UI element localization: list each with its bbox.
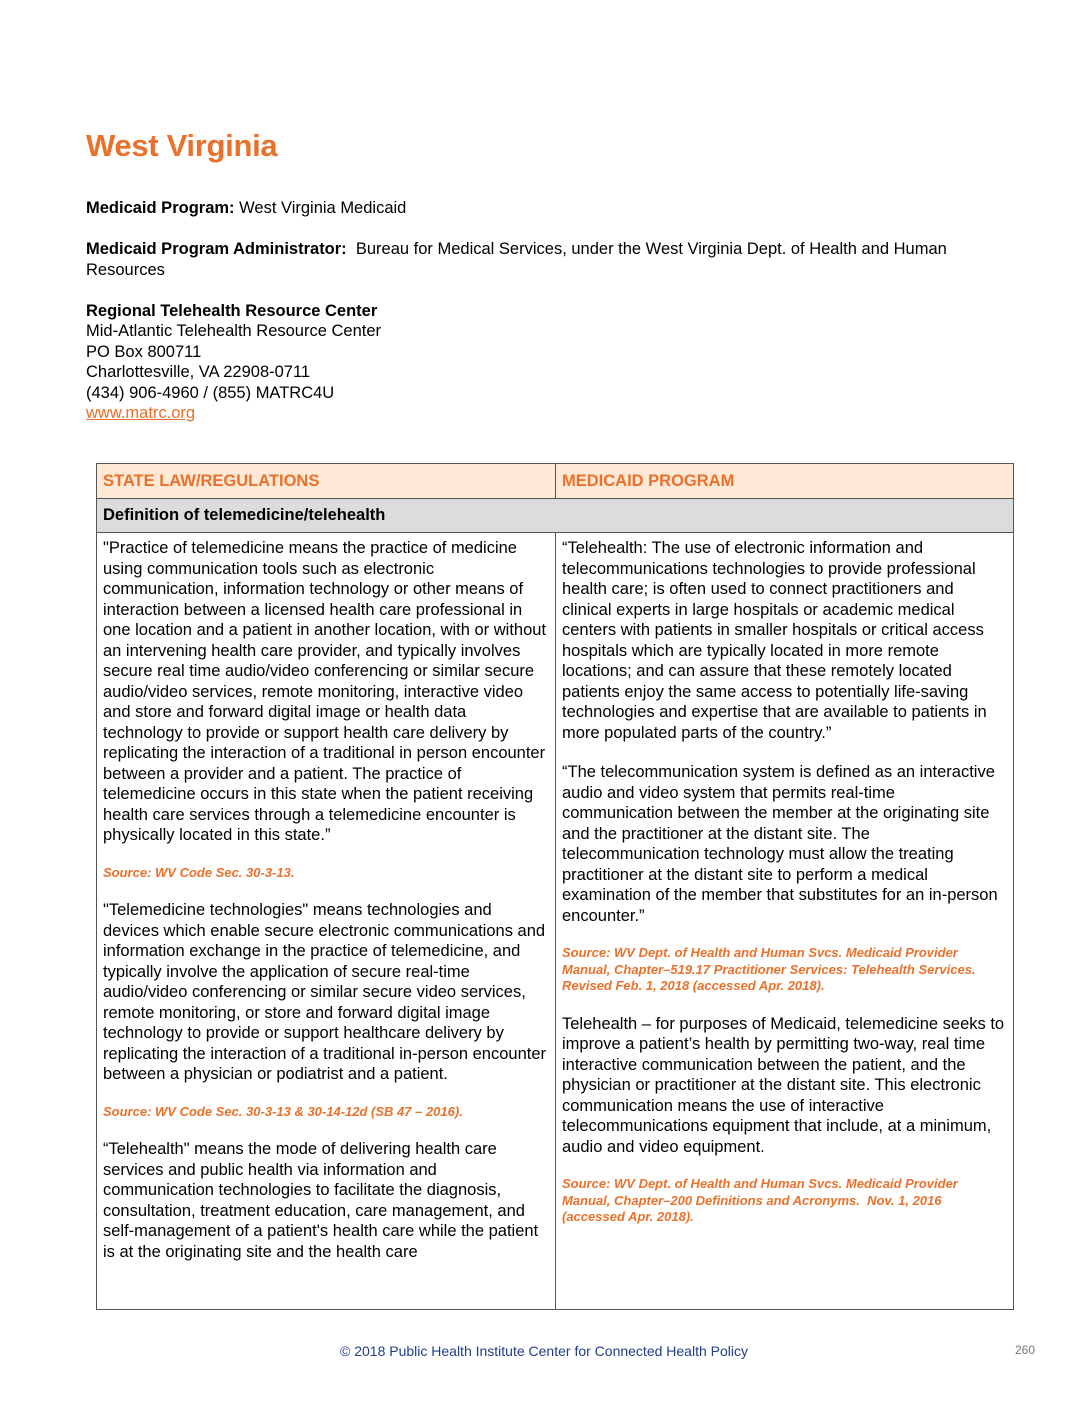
administrator-line	[86, 239, 1006, 280]
state-law-paragraph-1: "Practice of telemedicine means the practice of medicine using communication tools such as electronic communication, information technology or other means of interaction between a licensed health care professional in one location and a patient in another location, with or without an intervening health care provider, and typically involves secure real time audio/video conferencing or similar secure audio/video services, remote monitoring, interactive video and store and forward digital image or health data technology to provide or support health care delivery by replicating the interaction of a traditional in person encounter between a provider and a patient. The practice of telemedicine occurs in this state when the patient receiving health care services through a telemedicine encounter is physically located in this state.”	[103, 539, 547, 844]
policy-table	[96, 463, 1014, 1310]
state-law-paragraph-3: “Telehealth" means the mode of delivering health care services and public health via information and communication technologies to facilitate the diagnosis, consultation, treatment education, care management, and self-management of a patient's health care while the patient is at the originating site and the health care	[103, 1140, 539, 1261]
page-title: West Virginia	[86, 128, 278, 163]
medicaid-cell	[556, 533, 1014, 1310]
medicaid-paragraph-2: “The telecommunication system is defined as an interactive audio and video system that permits real-time communication between the member at the originating site and the practitioner at the distant site. The telecommunication technology must allow the treating practitioner at the distant site to perform a medical examination of the member that substitutes for an in-person encounter.”	[562, 763, 998, 925]
footer-copyright: © 2018 Public Health Institute Center for Connected Health Policy	[340, 1343, 748, 1359]
resource-center-heading: Regional Telehealth Resource Center	[86, 301, 378, 320]
medicaid-paragraph-3: Telehealth – for purposes of Medicaid, telemedicine seeks to improve a patient’s health by permitting two-way, real time interactive communication between the patient, and the physician or practitioner at the distant site. This electronic communication means the use of interactive telecommunications equipment that include, at a minimum, audio and video equipment.	[562, 1014, 1005, 1156]
content-row	[97, 533, 1014, 1310]
col-header-state-law: STATE LAW/REGULATIONS	[97, 464, 556, 499]
col-header-medicaid: MEDICAID PROGRAM	[556, 464, 1014, 499]
resource-center-name: Mid-Atlantic Telehealth Resource Center	[86, 322, 382, 340]
resource-center-phone: (434) 906-4960 / (855) MATRC4U	[86, 383, 335, 402]
administrator-value: Bureau for Medical Services, under the West Virginia Dept. of Health and Human Resources	[86, 240, 952, 279]
state-law-paragraph-2: "Telemedicine technologies" means technologies and devices which enable secure electronic communications and information exchange in the practice of telemedicine, and typically involve the application of secure real-time audio/video conferencing or similar secure video services, remote monitoring, or store and forward digital image technology to provide or support healthcare delivery by replicating the interaction of a traditional in-person encounter between a physician or podiatrist and a patient.	[103, 901, 547, 1083]
medicaid-paragraph-1: “Telehealth: The use of electronic information and telecommunications technologies to provide professional health care; is often used to connect practitioners and clinical experts in large hospitals or academic medical centers with patients in smaller hospitals or critical access hospitals which are typically located in more remote locations; and can assure that these remotely located patients enjoy the same access to potentially life-saving technologies and expertise that are available to patients in more populated parts of the country.”	[562, 539, 987, 742]
section-row	[97, 499, 1014, 533]
state-law-source-2: Source: WV Code Sec. 30-3-13 & 30-14-12d (SB 47 – 2016).	[103, 1103, 463, 1119]
resource-center-website-link[interactable]: www.matrc.org	[86, 404, 196, 422]
state-law-source-1: Source: WV Code Sec. 30-3-13.	[103, 864, 295, 880]
medicaid-program-line	[86, 198, 1006, 219]
administrator-label: Medicaid Program Administrator:	[86, 240, 347, 258]
medicaid-source-2: Source: WV Dept. of Health and Human Svcs. Medicaid Provider Manual, Chapter–200 Definitions and Acronyms. Nov. 1, 2016 (accessed Apr. 2018).	[562, 1176, 962, 1224]
page-number: 260	[1015, 1343, 1036, 1357]
medicaid-program-label: Medicaid Program:	[86, 199, 235, 217]
resource-center-address1: PO Box 800711	[86, 342, 202, 361]
state-law-cell	[97, 533, 556, 1310]
resource-center-address2: Charlottesville, VA 22908-0711	[86, 363, 311, 381]
medicaid-program-value: West Virginia Medicaid	[234, 199, 407, 217]
medicaid-source-1: Source: WV Dept. of Health and Human Svcs. Medicaid Provider Manual, Chapter–519.17 Practitioner Services: Telehealth Services. Revised Feb. 1, 2018 (accessed Apr. 2018).	[562, 945, 976, 993]
section-title: Definition of telemedicine/telehealth	[97, 499, 1014, 533]
table-header-row	[97, 464, 1014, 499]
program-info	[86, 198, 1006, 424]
